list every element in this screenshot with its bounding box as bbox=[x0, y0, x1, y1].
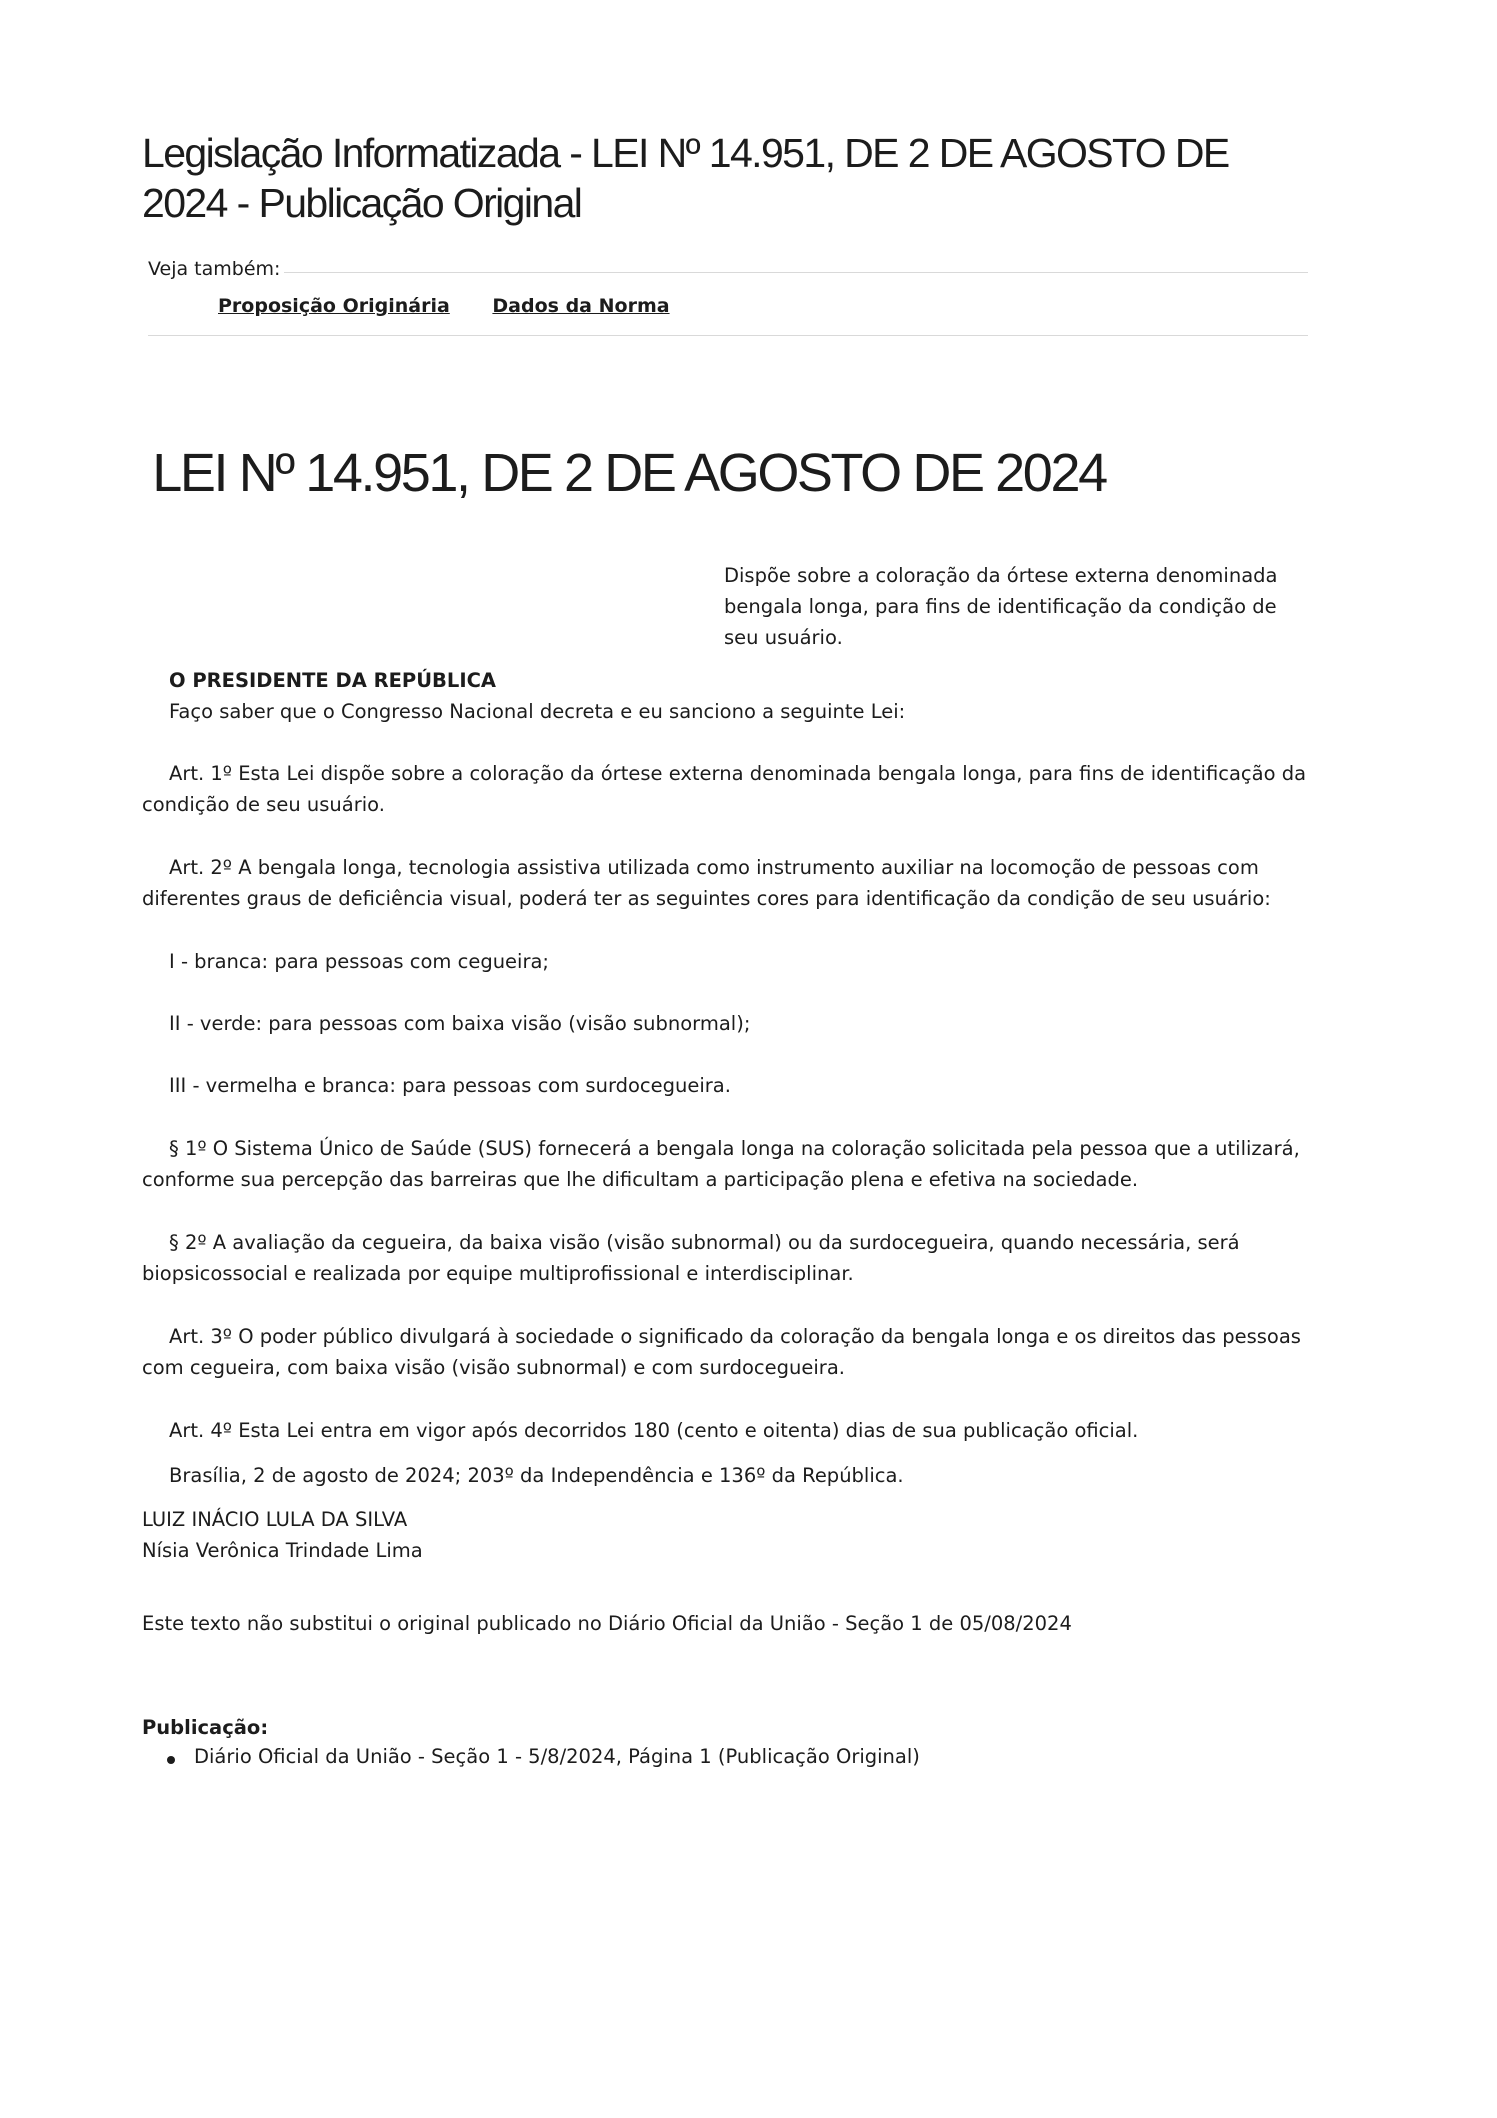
ementa-line: seu usuário. bbox=[724, 626, 843, 649]
article-2-line-1: Art. 2º A bengala longa, tecnologia assistiva utilizada como instrumento auxiliar na locomoção de pessoas com bbox=[169, 856, 1259, 879]
divider-top bbox=[148, 272, 1308, 273]
paragraph-2 bbox=[142, 1227, 1310, 1289]
article-1 bbox=[142, 758, 1310, 820]
link-proposicao-originaria[interactable]: Proposição Originária bbox=[218, 295, 450, 317]
publication-label: Publicação: bbox=[142, 1716, 269, 1739]
article-3 bbox=[142, 1321, 1310, 1383]
article-3-line-2: com cegueira, com baixa visão (visão subnormal) e com surdocegueira. bbox=[142, 1356, 845, 1379]
article-2-line-2: diferentes graus de deficiência visual, poderá ter as seguintes cores para identificação da condição de seu usuário: bbox=[142, 887, 1271, 910]
paragraph-1 bbox=[142, 1133, 1310, 1195]
ementa-line: bengala longa, para fins de identificação da condição de bbox=[724, 595, 1277, 618]
law-title-text: LEI Nº 14.951, DE 2 DE AGOSTO DE 2024 bbox=[152, 443, 1106, 503]
page-title-line-2: 2024 - Publicação Original bbox=[142, 180, 582, 226]
ementa-line: Dispõe sobre a coloração da órtese externa denominada bbox=[724, 564, 1278, 587]
inciso-2: II - verde: para pessoas com baixa visão (visão subnormal); bbox=[169, 1012, 751, 1035]
publication-list bbox=[167, 1745, 920, 1768]
article-3-line-1: Art. 3º O poder público divulgará à sociedade o significado da coloração da bengala longa e os direitos das pessoas bbox=[169, 1325, 1301, 1348]
paragraph-2-line-1: § 2º A avaliação da cegueira, da baixa visão (visão subnormal) ou da surdocegueira, quando necessária, será bbox=[169, 1231, 1240, 1254]
bullet-icon bbox=[167, 1756, 175, 1764]
signature-president: LUIZ INÁCIO LULA DA SILVA bbox=[142, 1508, 408, 1531]
article-1-line-2: condição de seu usuário. bbox=[142, 793, 385, 816]
article-1-line-1: Art. 1º Esta Lei dispõe sobre a coloração da órtese externa denominada bengala longa, para fins de identificação da bbox=[169, 762, 1307, 785]
see-also-links bbox=[218, 295, 706, 317]
signature-minister: Nísia Verônica Trindade Lima bbox=[142, 1539, 423, 1562]
see-also-box bbox=[148, 255, 1308, 339]
law-title bbox=[142, 442, 1312, 504]
disclaimer: Este texto não substitui o original publicado no Diário Oficial da União - Seção 1 de 05/08/2024 bbox=[142, 1612, 1072, 1635]
paragraph-1-line-2: conforme sua percepção das barreiras que lhe dificultam a participação plena e efetiva na sociedade. bbox=[142, 1168, 1139, 1191]
publication-item-text: Diário Oficial da União - Seção 1 - 5/8/2024, Página 1 (Publicação Original) bbox=[194, 1745, 920, 1768]
preamble: Faço saber que o Congresso Nacional decreta e eu sanciono a seguinte Lei: bbox=[169, 700, 906, 723]
article-4: Art. 4º Esta Lei entra em vigor após decorridos 180 (cento e oitenta) dias de sua publicação oficial. bbox=[169, 1419, 1139, 1442]
place-date: Brasília, 2 de agosto de 2024; 203º da Independência e 136º da República. bbox=[169, 1464, 904, 1487]
inciso-1: I - branca: para pessoas com cegueira; bbox=[169, 950, 550, 973]
page-title-line-1: Legislação Informatizada - LEI Nº 14.951, DE 2 DE AGOSTO DE bbox=[142, 130, 1229, 176]
see-also-label: Veja também: bbox=[148, 258, 284, 280]
president-heading: O PRESIDENTE DA REPÚBLICA bbox=[169, 669, 497, 692]
list-item bbox=[167, 1745, 920, 1768]
ementa bbox=[724, 560, 1284, 653]
inciso-3: III - vermelha e branca: para pessoas com surdocegueira. bbox=[169, 1074, 731, 1097]
article-2 bbox=[142, 852, 1310, 914]
paragraph-2-line-2: biopsicossocial e realizada por equipe multiprofissional e interdisciplinar. bbox=[142, 1262, 854, 1285]
paragraph-1-line-1: § 1º O Sistema Único de Saúde (SUS) fornecerá a bengala longa na coloração solicitada pela pessoa que a utilizará, bbox=[169, 1137, 1300, 1160]
page-title bbox=[142, 128, 1242, 228]
link-dados-da-norma[interactable]: Dados da Norma bbox=[492, 295, 670, 317]
divider-bottom bbox=[148, 335, 1308, 336]
